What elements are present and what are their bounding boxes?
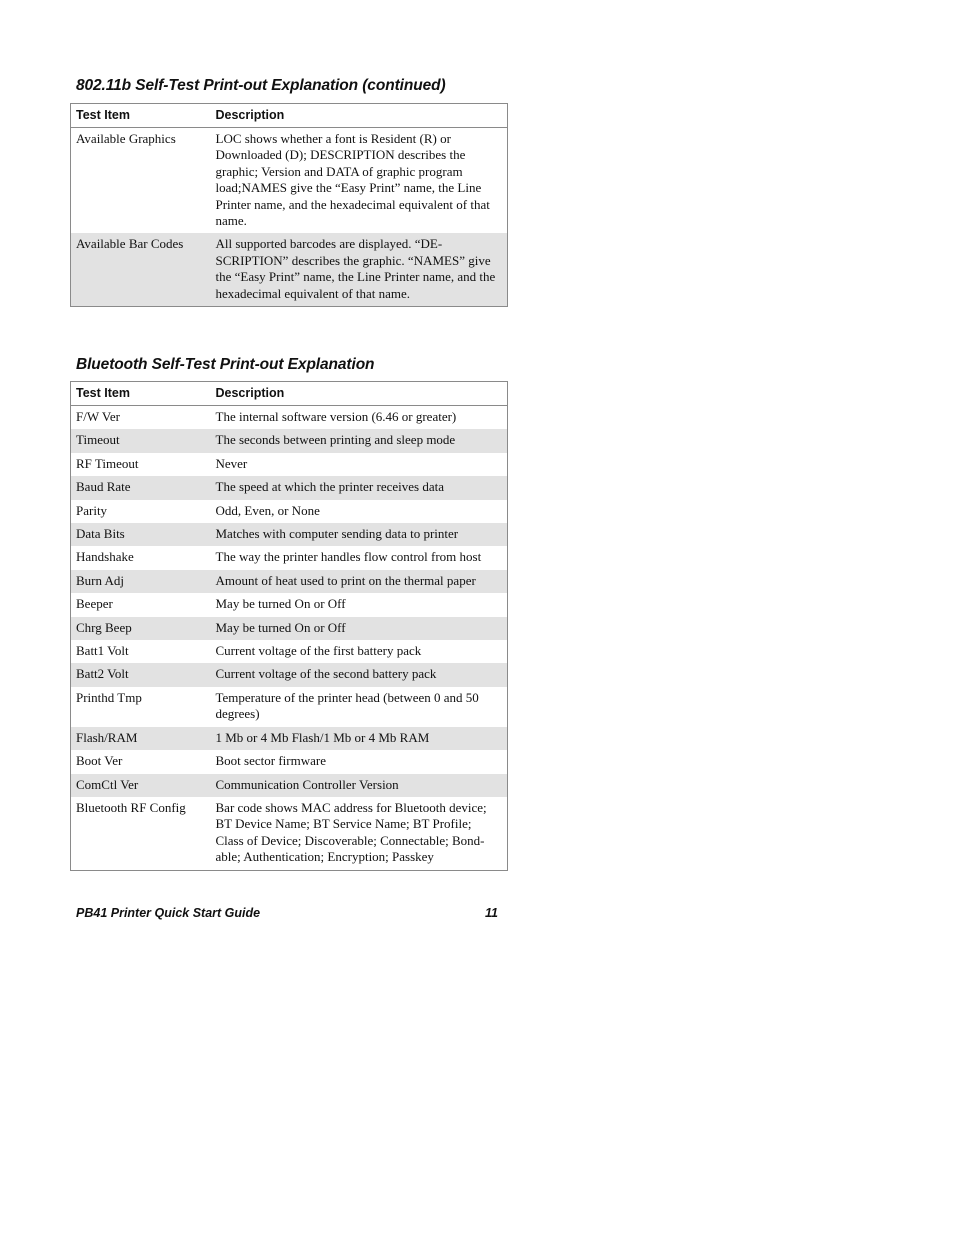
description-cell: Boot sector firmware [215,753,326,769]
table-header-row [71,104,508,128]
test-item-cell: Handshake [76,549,134,565]
column-header-description: Description [211,382,508,406]
table-row [71,523,508,546]
test-item-cell: Parity [76,502,108,518]
table-row [71,640,508,663]
table-row [71,453,508,476]
table-row [71,546,508,569]
test-item-cell: Baud Rate [71,476,211,499]
description-cell: The seconds between printing and sleep mode [211,429,508,452]
description-cell: The internal software version (6.46 or greater) [215,409,457,424]
description-cell: Communication Controller Version [211,774,508,797]
table-row [71,797,508,870]
description-cell: Bar code shows MAC address for Bluetooth device; BT Device Name; BT Service Name; BT Profile; Class of Device; Discoverable; Connectable; Bond-able; Authentication; Encryption; Passkey [215,799,487,865]
test-item-cell: Beeper [76,596,113,612]
description-cell: The way the printer handles flow control from host [215,549,482,565]
test-item-cell: Chrg Beep [71,617,211,640]
table-bluetooth-self-test [70,381,508,871]
description-cell: May be turned On or Off [211,617,508,640]
section-title-bluetooth: Bluetooth Self-Test Print-out Explanation [76,356,375,373]
table-row [71,617,508,640]
table-row [71,750,508,773]
description-cell: Temperature of the printer head (between 0 and 50 degrees) [215,689,479,722]
table-header-row [71,382,508,406]
table-row [71,727,508,750]
table-row [71,593,508,616]
column-header-test-item: Test Item [71,104,211,128]
table-row [71,128,508,234]
test-item-cell: RF Timeout [76,455,139,471]
description-cell: Matches with computer sending data to printer [211,523,508,546]
test-item-cell: Data Bits [71,523,211,546]
table-row [71,774,508,797]
footer-guide-title: PB41 Printer Quick Start Guide [76,906,261,920]
description-cell: Odd, Even, or None [215,502,320,518]
description-cell: The speed at which the printer receives data [211,476,508,499]
description-cell: Current voltage of the first battery pack [215,643,422,659]
section-title-80211b: 802.11b Self-Test Print-out Explanation (continued) [76,77,446,94]
table-80211b-self-test [70,103,508,307]
table-row [71,687,508,727]
test-item-cell: ComCtl Ver [71,774,211,797]
table-row [71,500,508,523]
column-header-description: Description [211,104,508,128]
table-row [71,663,508,686]
description-cell: 1 Mb or 4 Mb Flash/1 Mb or 4 Mb RAM [211,727,508,750]
table-row [71,429,508,452]
description-cell: Never [215,455,248,471]
test-item-cell: Burn Adj [71,570,211,593]
description-cell: LOC shows whether a font is Resident (R) or Downloaded (D); DESCRIPTION describes the graphic; Version and DATA of graphic program load;NAMES give the “Easy Print” name, the Line Printer name, and the hexadecimal equivalent of that name. [215,131,490,229]
table-row [71,476,508,499]
test-item-cell: Flash/RAM [71,727,211,750]
test-item-cell: Available Bar Codes [71,233,211,306]
test-item-cell: Available Graphics [76,131,176,146]
description-cell: All supported barcodes are displayed. “DE-SCRIPTION” describes the graphic. “NAMES” give the “Easy Print” name, the Line Printer name, and the hexadecimal equivalent of that name. [211,233,508,306]
description-cell: May be turned On or Off [215,596,346,612]
test-item-cell: Printhd Tmp [76,689,142,705]
test-item-cell: Timeout [71,429,211,452]
table-row [71,233,508,306]
column-header-test-item: Test Item [71,382,211,406]
table-row [71,570,508,593]
table-row [71,406,508,430]
description-cell: Amount of heat used to print on the thermal paper [211,570,508,593]
page-number: 11 [485,906,498,920]
description-cell: Current voltage of the second battery pack [211,663,508,686]
test-item-cell: Boot Ver [76,753,123,769]
test-item-cell: Batt1 Volt [76,643,129,659]
test-item-cell: F/W Ver [76,409,120,424]
test-item-cell: Batt2 Volt [71,663,211,686]
test-item-cell: Bluetooth RF Config [76,799,186,815]
